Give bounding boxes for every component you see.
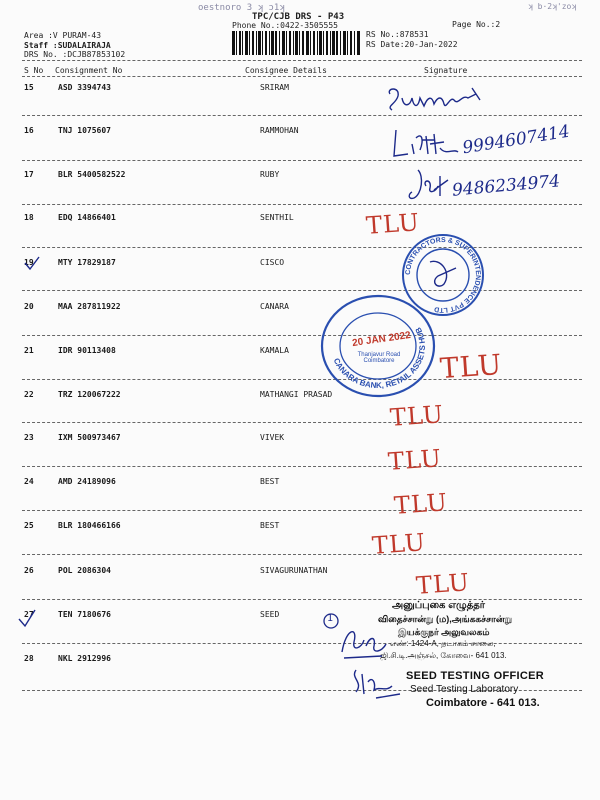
table-row	[0, 302, 600, 316]
seed-stamp-tamil-3: இயக்குநர் அலுவலகம்	[398, 627, 490, 637]
row-consignment: IDR 90113408	[58, 346, 116, 355]
row-consignee: RAMMOHAN	[260, 126, 299, 135]
column-consignment: Consignment No	[55, 66, 123, 75]
svg-text:CONTRACTORS & SUPERINTENDENCE: CONTRACTORS & SUPERINTENDENCE PVT LTD	[404, 236, 482, 314]
bank-stamp	[318, 292, 438, 400]
table-row	[0, 654, 600, 668]
barcode-icon	[232, 31, 360, 55]
signature-row16	[388, 126, 468, 162]
row-consignee: SEED	[260, 610, 280, 619]
table-row	[0, 213, 600, 227]
header-divider-bottom	[22, 76, 582, 77]
svg-text:CANARA BANK, RETAIL ASSETS HUB: CANARA BANK, RETAIL ASSETS HUB	[331, 325, 428, 391]
row-sno: 16	[24, 126, 34, 135]
row-consignment: TNJ 1075607	[58, 126, 111, 135]
row-divider	[22, 510, 582, 511]
row-consignment: AMD 24189096	[58, 477, 116, 486]
officer-city: Coimbatore - 641 013.	[426, 697, 540, 709]
row-sno: 24	[24, 477, 34, 486]
row-sno: 21	[24, 346, 34, 355]
row-sno: 26	[24, 566, 34, 575]
row-divider	[22, 204, 582, 205]
row-consignment: EDQ 14866401	[58, 213, 116, 222]
row-consignee: SRIRAM	[260, 83, 289, 92]
row-sno: 23	[24, 433, 34, 442]
table-row	[0, 521, 600, 535]
row-sno: 28	[24, 654, 34, 663]
rs-date: RS Date:20-Jan-2022	[366, 40, 458, 49]
row-divider	[22, 643, 582, 644]
row-consignee: CISCO	[260, 258, 285, 267]
row-consignee: MATHANGI PRASAD	[260, 390, 333, 399]
table-row	[0, 390, 600, 404]
bank-stamp-date: 20 JAN 2022	[351, 329, 412, 350]
handwritten-phone-17: 9486234974	[451, 171, 561, 201]
row-divider	[22, 599, 582, 600]
signature-row17	[404, 166, 454, 206]
signature-row27	[336, 622, 390, 662]
top-right-note: ʞ b·2ʞ'zoʞ	[528, 2, 577, 11]
row-consignee: BEST	[260, 521, 280, 530]
tlu-mark: TLU	[387, 444, 443, 476]
table-row	[0, 83, 600, 97]
drs-number: DRS No. :DCJB87853102	[24, 50, 126, 59]
row-consignment: MTY 17829187	[58, 258, 116, 267]
phone-number: Phone No.:0422-3505555	[232, 21, 338, 30]
row-consignment: NKL 2912996	[58, 654, 111, 663]
row-sno: 18	[24, 213, 34, 222]
table-row	[0, 346, 600, 360]
column-sno: S No	[24, 66, 44, 75]
officer-title: SEED TESTING OFFICER	[406, 670, 545, 682]
handwritten-phone-16: 9994607414	[461, 121, 572, 159]
top-stamp-note: oestnoro 3 ʞ ɔ1ʞ	[198, 3, 285, 13]
row-sno: 20	[24, 302, 34, 311]
tlu-mark: TLU	[389, 400, 445, 432]
row-divider	[22, 115, 582, 116]
row-consignee: SENTHIL	[260, 213, 294, 222]
row-sno: 27	[24, 610, 34, 619]
row-sno: 22	[24, 390, 34, 399]
document-title: TPC/CJB DRS - P43	[252, 12, 345, 22]
officer-lab: Seed Testing Laboratory	[410, 684, 519, 695]
seed-stamp-tamil-4: எண்: 1424-A, தடாகம் சாலை,	[390, 639, 496, 648]
seed-stamp-tamil-2: விதைச்சான்று (ம),அங்ககச்சான்று	[378, 614, 513, 624]
row-consignment: MAA 287811922	[58, 302, 121, 311]
table-row	[0, 566, 600, 580]
row-consignee: CANARA	[260, 302, 289, 311]
signature-row15	[384, 84, 494, 118]
tick-mark-icon	[16, 607, 38, 629]
row-consignment: BLR 180466166	[58, 521, 121, 530]
seed-stamp-tamil-1: அனுப்புகை எழுத்தர்	[392, 600, 485, 611]
tlu-mark: TLU	[371, 528, 427, 560]
row-divider	[22, 335, 582, 336]
row-sno: 25	[24, 521, 34, 530]
seed-stamp-tamil-5: ஜி.சி.டி.அஞ்சல், கோவை- 641 013.	[380, 651, 507, 660]
area-label: Area :V PURAM-43	[24, 31, 102, 40]
row-sno: 15	[24, 83, 34, 92]
column-signature: Signature	[424, 66, 468, 75]
row-sno: 19	[24, 258, 34, 267]
row-consignment: POL 2086304	[58, 566, 111, 575]
row-consignment: IXM 500973467	[58, 433, 121, 442]
row-consignment: TRZ 120067222	[58, 390, 121, 399]
table-row	[0, 258, 600, 272]
table-row	[0, 477, 600, 491]
tlu-mark: TLU	[365, 208, 421, 240]
tlu-mark: TLU	[415, 568, 471, 600]
bank-stamp-inner: Thanjavur Road Coimbatore	[357, 352, 401, 364]
row-divider	[22, 466, 582, 467]
row-consignment: ASD 3394743	[58, 83, 111, 92]
table-row	[0, 433, 600, 447]
row-divider	[22, 290, 582, 291]
row-divider	[22, 422, 582, 423]
tlu-mark: TLU	[393, 488, 449, 520]
tick-mark-icon	[22, 254, 42, 272]
row-consignment: BLR 5400582522	[58, 170, 126, 179]
row-consignee: KAMALA	[260, 346, 289, 355]
tlu-mark: TLU	[438, 347, 504, 386]
row-divider	[22, 160, 582, 161]
page-number: Page No.:2	[452, 20, 501, 29]
row-consignee: BEST	[260, 477, 280, 486]
row-consignee: VIVEK	[260, 433, 285, 442]
column-consignee: Consignee Details	[245, 66, 327, 75]
row-consignee: RUBY	[260, 170, 280, 179]
staff-label: Staff :SUDALAIRAJA	[24, 41, 111, 50]
rs-number: RS No.:878531	[366, 30, 429, 39]
row-consignee: SIVAGURUNATHAN	[260, 566, 328, 575]
header-divider-top	[22, 60, 582, 61]
circled-number-text: 1	[327, 613, 334, 624]
row-divider	[22, 247, 582, 248]
signature-row28	[346, 664, 406, 700]
row-divider	[22, 554, 582, 555]
row-consignment: TEN 7180676	[58, 610, 111, 619]
row-sno: 17	[24, 170, 34, 179]
